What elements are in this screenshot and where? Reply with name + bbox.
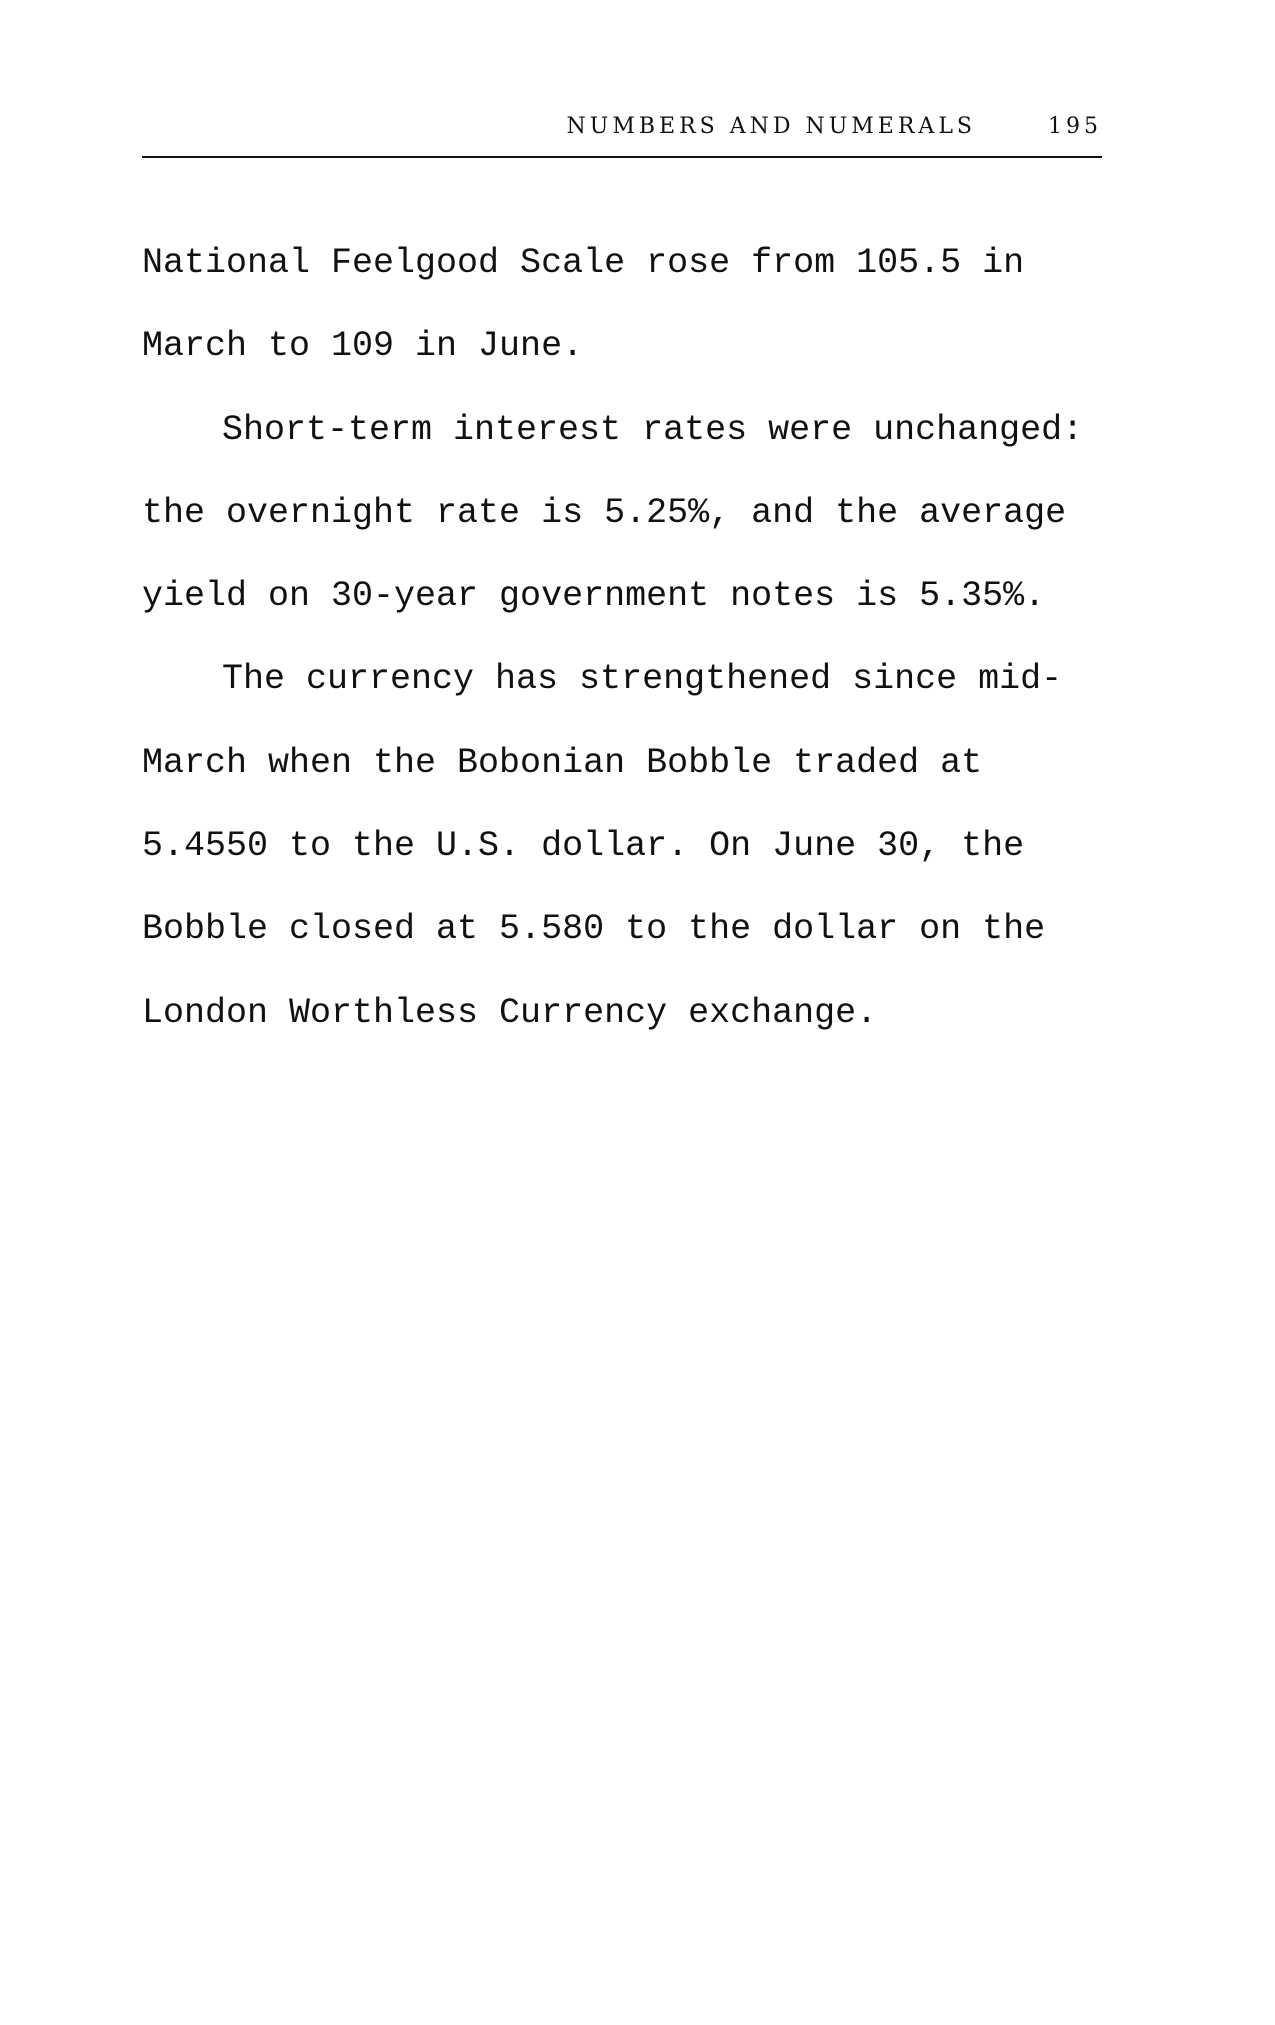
text-line: the overnight rate is 5.25%, and the average (142, 492, 1067, 533)
text-line: Bobble closed at 5.580 to the dollar on the (142, 909, 1046, 950)
paragraph (142, 638, 1122, 1054)
text-line: The currency has strengthened since mid- (222, 659, 1063, 700)
text-line: London Worthless Currency exchange. (142, 992, 878, 1033)
paragraph (142, 389, 1122, 639)
text-line: yield on 30-year government notes is 5.35%. (142, 576, 1046, 617)
running-head (142, 110, 1102, 158)
text-line: Short-term interest rates were unchanged: (222, 409, 1084, 450)
text-line: March to 109 in June. (142, 326, 584, 367)
text-line: March when the Bobonian Bobble traded at (142, 742, 983, 783)
body-text (142, 222, 1122, 1055)
page-number: 195 (1048, 114, 1102, 139)
text-line: 5.4550 to the U.S. dollar. On June 30, the (142, 826, 1025, 867)
paragraph (142, 222, 1122, 389)
running-head-title: NUMBERS AND NUMERALS (566, 114, 976, 139)
text-line: National Feelgood Scale rose from 105.5 in (142, 243, 1025, 283)
